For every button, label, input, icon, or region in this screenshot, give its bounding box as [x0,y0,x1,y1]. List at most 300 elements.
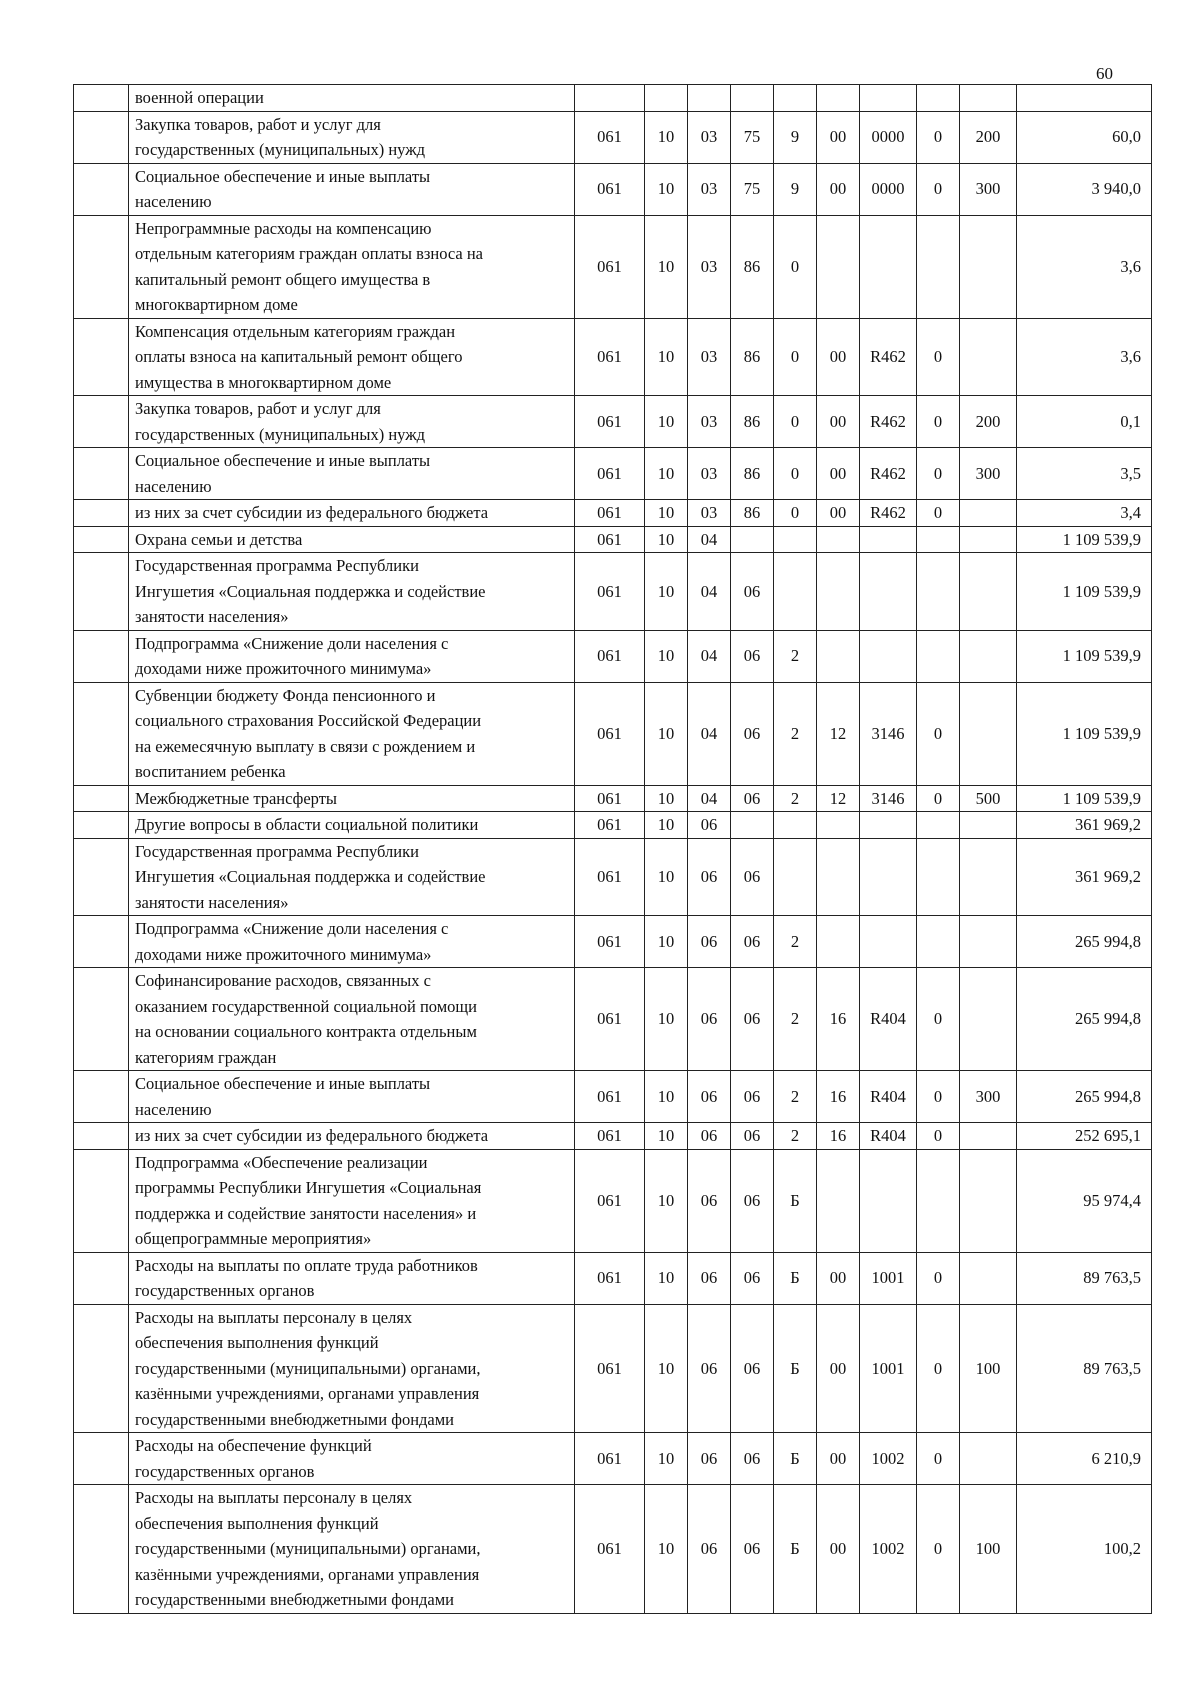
row-index-cell [74,526,129,553]
direction-code-cell [860,812,917,839]
subprogram-code-cell: Б [774,1485,817,1614]
subprogram-code-cell: Б [774,1433,817,1485]
program-code-cell: 06 [731,916,774,968]
table-row [74,215,1152,318]
ministry-code-cell: 061 [575,500,645,527]
table-row [74,785,1152,812]
amount-cell: 60,0 [1017,111,1152,163]
subprogram-code-cell: 2 [774,968,817,1071]
row-index-cell [74,500,129,527]
ministry-code-cell: 061 [575,318,645,396]
subsection-code-cell: 04 [688,553,731,631]
row-index-cell [74,838,129,916]
expense-type-code-cell [960,1252,1017,1304]
ministry-code-cell: 061 [575,553,645,631]
item-name-cell: Социальное обеспечение и иные выплаты населению [129,163,575,215]
item-name-cell: Расходы на выплаты персоналу в целях обеспечения выполнения функций государственными (муниципальными) органами, казёнными учреждениями, органами управления государственными внебюджетными фондами [129,1485,575,1614]
item-name-cell: Охрана семьи и детства [129,526,575,553]
main-event-code-cell [817,838,860,916]
direction-code-cell [860,215,917,318]
ministry-code-cell [575,85,645,112]
amount-cell: 265 994,8 [1017,916,1152,968]
amount-cell: 0,1 [1017,396,1152,448]
amount-cell: 1 109 539,9 [1017,630,1152,682]
amount-cell: 1 109 539,9 [1017,785,1152,812]
direction-code-cell: 3146 [860,785,917,812]
row-index-cell [74,1252,129,1304]
subprogram-code-cell: Б [774,1149,817,1252]
ministry-code-cell: 061 [575,785,645,812]
direction-code-cell [860,838,917,916]
ministry-code-cell: 061 [575,526,645,553]
section-code-cell: 10 [645,1304,688,1433]
ministry-code-cell: 061 [575,682,645,785]
program-code-cell: 86 [731,396,774,448]
section-code-cell: 10 [645,812,688,839]
subprogram-code-cell [774,812,817,839]
expense-type-code-cell [960,838,1017,916]
main-event-code-cell [817,1149,860,1252]
subprogram-code-cell: 0 [774,500,817,527]
item-name-cell: Софинансирование расходов, связанных с оказанием государственной социальной помощи на основании социального контракта отдельным категориям граждан [129,968,575,1071]
subsection-code-cell: 06 [688,1304,731,1433]
row-index-cell [74,448,129,500]
subprogram-code-cell: 2 [774,1123,817,1150]
main-event-code-cell: 00 [817,1433,860,1485]
main-event-code-cell: 00 [817,500,860,527]
sub-direction-code-cell [917,630,960,682]
table-row [74,1304,1152,1433]
expense-type-code-cell [960,1149,1017,1252]
item-name-cell: Другие вопросы в области социальной политики [129,812,575,839]
program-code-cell: 06 [731,682,774,785]
ministry-code-cell: 061 [575,1149,645,1252]
direction-code-cell [860,526,917,553]
expense-type-code-cell [960,85,1017,112]
section-code-cell: 10 [645,1071,688,1123]
subprogram-code-cell: 2 [774,785,817,812]
row-index-cell [74,968,129,1071]
amount-cell [1017,85,1152,112]
section-code-cell: 10 [645,1433,688,1485]
row-index-cell [74,1123,129,1150]
subsection-code-cell: 03 [688,111,731,163]
program-code-cell: 06 [731,1485,774,1614]
program-code-cell: 75 [731,111,774,163]
direction-code-cell [860,630,917,682]
item-name-cell: Подпрограмма «Снижение доли населения с доходами ниже прожиточного минимума» [129,916,575,968]
table-row [74,838,1152,916]
table-row [74,318,1152,396]
row-index-cell [74,1071,129,1123]
main-event-code-cell [817,812,860,839]
expense-type-code-cell: 300 [960,163,1017,215]
subsection-code-cell: 03 [688,448,731,500]
amount-cell: 265 994,8 [1017,968,1152,1071]
expense-type-code-cell: 100 [960,1485,1017,1614]
amount-cell: 89 763,5 [1017,1304,1152,1433]
main-event-code-cell: 00 [817,163,860,215]
section-code-cell: 10 [645,1149,688,1252]
expense-type-code-cell: 200 [960,111,1017,163]
table-row [74,1149,1152,1252]
subprogram-code-cell: 0 [774,318,817,396]
expense-type-code-cell [960,630,1017,682]
amount-cell: 3,5 [1017,448,1152,500]
amount-cell: 6 210,9 [1017,1433,1152,1485]
ministry-code-cell: 061 [575,968,645,1071]
subsection-code-cell: 04 [688,526,731,553]
sub-direction-code-cell: 0 [917,785,960,812]
subsection-code-cell: 06 [688,812,731,839]
expense-type-code-cell [960,812,1017,839]
item-name-cell: Подпрограмма «Обеспечение реализации программы Республики Ингушетия «Социальная поддержка и содействие занятости населения» и общепрограммные мероприятия» [129,1149,575,1252]
sub-direction-code-cell [917,85,960,112]
expense-type-code-cell [960,526,1017,553]
program-code-cell: 06 [731,553,774,631]
table-row [74,1071,1152,1123]
section-code-cell: 10 [645,396,688,448]
ministry-code-cell: 061 [575,111,645,163]
table-row [74,916,1152,968]
subprogram-code-cell: 2 [774,630,817,682]
subsection-code-cell: 06 [688,1433,731,1485]
subsection-code-cell: 06 [688,916,731,968]
direction-code-cell: R462 [860,448,917,500]
direction-code-cell: R462 [860,396,917,448]
row-index-cell [74,163,129,215]
section-code-cell: 10 [645,630,688,682]
direction-code-cell [860,85,917,112]
budget-table [73,84,1152,1614]
row-index-cell [74,318,129,396]
table-row [74,526,1152,553]
program-code-cell: 06 [731,1149,774,1252]
program-code-cell: 06 [731,968,774,1071]
subprogram-code-cell [774,526,817,553]
subprogram-code-cell: Б [774,1252,817,1304]
item-name-cell: Компенсация отдельным категориям граждан оплаты взноса на капитальный ремонт общего имущества в многоквартирном доме [129,318,575,396]
main-event-code-cell: 12 [817,682,860,785]
ministry-code-cell: 061 [575,1485,645,1614]
subprogram-code-cell: 0 [774,396,817,448]
row-index-cell [74,812,129,839]
direction-code-cell: R462 [860,318,917,396]
main-event-code-cell: 16 [817,1071,860,1123]
main-event-code-cell [817,215,860,318]
ministry-code-cell: 061 [575,448,645,500]
program-code-cell [731,526,774,553]
expense-type-code-cell: 500 [960,785,1017,812]
main-event-code-cell: 00 [817,1485,860,1614]
sub-direction-code-cell: 0 [917,1485,960,1614]
expense-type-code-cell [960,318,1017,396]
item-name-cell: Социальное обеспечение и иные выплаты населению [129,448,575,500]
sub-direction-code-cell: 0 [917,1304,960,1433]
table-row [74,812,1152,839]
section-code-cell: 10 [645,163,688,215]
subsection-code-cell: 06 [688,1149,731,1252]
expense-type-code-cell [960,500,1017,527]
subsection-code-cell: 06 [688,838,731,916]
table-row [74,163,1152,215]
expense-type-code-cell [960,968,1017,1071]
subsection-code-cell: 04 [688,630,731,682]
item-name-cell: Расходы на выплаты персоналу в целях обеспечения выполнения функций государственными (муниципальными) органами, казёнными учреждениями, органами управления государственными внебюджетными фондами [129,1304,575,1433]
expense-type-code-cell [960,916,1017,968]
ministry-code-cell: 061 [575,812,645,839]
amount-cell: 95 974,4 [1017,1149,1152,1252]
item-name-cell: Расходы на выплаты по оплате труда работников государственных органов [129,1252,575,1304]
subprogram-code-cell: Б [774,1304,817,1433]
sub-direction-code-cell [917,553,960,631]
expense-type-code-cell: 100 [960,1304,1017,1433]
expense-type-code-cell [960,1433,1017,1485]
direction-code-cell [860,1149,917,1252]
item-name-cell: Непрограммные расходы на компенсацию отдельным категориям граждан оплаты взноса на капитальный ремонт общего имущества в многоквартирном доме [129,215,575,318]
direction-code-cell: R404 [860,1123,917,1150]
section-code-cell: 10 [645,111,688,163]
section-code-cell: 10 [645,838,688,916]
table-row [74,1252,1152,1304]
expense-type-code-cell [960,215,1017,318]
ministry-code-cell: 061 [575,396,645,448]
subsection-code-cell: 04 [688,785,731,812]
direction-code-cell: R462 [860,500,917,527]
item-name-cell: военной операции [129,85,575,112]
subsection-code-cell: 06 [688,1252,731,1304]
amount-cell: 1 109 539,9 [1017,682,1152,785]
program-code-cell: 06 [731,838,774,916]
subprogram-code-cell: 2 [774,916,817,968]
section-code-cell: 10 [645,916,688,968]
program-code-cell [731,85,774,112]
sub-direction-code-cell: 0 [917,500,960,527]
table-row [74,85,1152,112]
subsection-code-cell: 03 [688,396,731,448]
ministry-code-cell: 061 [575,1123,645,1150]
program-code-cell: 86 [731,318,774,396]
amount-cell: 3 940,0 [1017,163,1152,215]
item-name-cell: Государственная программа Республики Ингушетия «Социальная поддержка и содействие занятости населения» [129,838,575,916]
subsection-code-cell: 03 [688,215,731,318]
expense-type-code-cell: 300 [960,448,1017,500]
program-code-cell: 86 [731,448,774,500]
table-row [74,396,1152,448]
amount-cell: 265 994,8 [1017,1071,1152,1123]
sub-direction-code-cell [917,916,960,968]
subsection-code-cell: 06 [688,1123,731,1150]
ministry-code-cell: 061 [575,215,645,318]
expense-type-code-cell [960,1123,1017,1150]
ministry-code-cell: 061 [575,163,645,215]
page-number: 60 [1096,64,1113,83]
amount-cell: 252 695,1 [1017,1123,1152,1150]
program-code-cell: 06 [731,1071,774,1123]
sub-direction-code-cell: 0 [917,396,960,448]
program-code-cell: 06 [731,1304,774,1433]
program-code-cell: 06 [731,1123,774,1150]
main-event-code-cell: 16 [817,968,860,1071]
section-code-cell: 10 [645,1252,688,1304]
main-event-code-cell [817,85,860,112]
row-index-cell [74,553,129,631]
program-code-cell [731,812,774,839]
direction-code-cell: 1002 [860,1433,917,1485]
ministry-code-cell: 061 [575,1304,645,1433]
program-code-cell: 06 [731,785,774,812]
row-index-cell [74,396,129,448]
row-index-cell [74,630,129,682]
sub-direction-code-cell: 0 [917,1071,960,1123]
ministry-code-cell: 061 [575,1433,645,1485]
section-code-cell: 10 [645,682,688,785]
table-row [74,1123,1152,1150]
main-event-code-cell: 00 [817,396,860,448]
table-row [74,1485,1152,1614]
section-code-cell: 10 [645,500,688,527]
subprogram-code-cell: 0 [774,448,817,500]
table-row [74,630,1152,682]
direction-code-cell: 0000 [860,163,917,215]
expense-type-code-cell: 300 [960,1071,1017,1123]
subsection-code-cell: 03 [688,163,731,215]
subprogram-code-cell: 2 [774,682,817,785]
ministry-code-cell: 061 [575,1252,645,1304]
sub-direction-code-cell [917,215,960,318]
main-event-code-cell [817,916,860,968]
program-code-cell: 06 [731,1252,774,1304]
table-row [74,111,1152,163]
subprogram-code-cell [774,553,817,631]
amount-cell: 1 109 539,9 [1017,553,1152,631]
main-event-code-cell: 16 [817,1123,860,1150]
section-code-cell: 10 [645,785,688,812]
row-index-cell [74,682,129,785]
table-row [74,1433,1152,1485]
section-code-cell: 10 [645,215,688,318]
amount-cell: 361 969,2 [1017,838,1152,916]
section-code-cell: 10 [645,968,688,1071]
sub-direction-code-cell: 0 [917,111,960,163]
main-event-code-cell: 00 [817,318,860,396]
direction-code-cell: 3146 [860,682,917,785]
sub-direction-code-cell: 0 [917,682,960,785]
program-code-cell: 86 [731,500,774,527]
section-code-cell: 10 [645,553,688,631]
amount-cell: 3,6 [1017,318,1152,396]
table-row [74,500,1152,527]
sub-direction-code-cell: 0 [917,1123,960,1150]
row-index-cell [74,111,129,163]
subsection-code-cell: 04 [688,682,731,785]
sub-direction-code-cell [917,526,960,553]
subprogram-code-cell: 9 [774,163,817,215]
subsection-code-cell: 06 [688,1071,731,1123]
row-index-cell [74,1485,129,1614]
expense-type-code-cell [960,682,1017,785]
sub-direction-code-cell: 0 [917,1252,960,1304]
section-code-cell: 10 [645,526,688,553]
main-event-code-cell: 00 [817,448,860,500]
sub-direction-code-cell: 0 [917,1433,960,1485]
sub-direction-code-cell [917,1149,960,1252]
subsection-code-cell: 06 [688,968,731,1071]
direction-code-cell: 1002 [860,1485,917,1614]
direction-code-cell [860,916,917,968]
ministry-code-cell: 061 [575,838,645,916]
subprogram-code-cell: 2 [774,1071,817,1123]
main-event-code-cell: 00 [817,1252,860,1304]
item-name-cell: Закупка товаров, работ и услуг для государственных (муниципальных) нужд [129,111,575,163]
program-code-cell: 75 [731,163,774,215]
ministry-code-cell: 061 [575,916,645,968]
item-name-cell: Субвенции бюджету Фонда пенсионного и социального страхования Российской Федерации на ежемесячную выплату в связи с рождением и воспитанием ребенка [129,682,575,785]
row-index-cell [74,916,129,968]
item-name-cell: Межбюджетные трансферты [129,785,575,812]
direction-code-cell [860,553,917,631]
main-event-code-cell [817,526,860,553]
main-event-code-cell: 00 [817,1304,860,1433]
row-index-cell [74,1304,129,1433]
table-row [74,968,1152,1071]
section-code-cell: 10 [645,1485,688,1614]
main-event-code-cell: 00 [817,111,860,163]
subsection-code-cell: 06 [688,1485,731,1614]
program-code-cell: 06 [731,1433,774,1485]
section-code-cell [645,85,688,112]
row-index-cell [74,785,129,812]
main-event-code-cell: 12 [817,785,860,812]
ministry-code-cell: 061 [575,1071,645,1123]
direction-code-cell: 0000 [860,111,917,163]
item-name-cell: Социальное обеспечение и иные выплаты населению [129,1071,575,1123]
sub-direction-code-cell: 0 [917,163,960,215]
item-name-cell: Подпрограмма «Снижение доли населения с доходами ниже прожиточного минимума» [129,630,575,682]
expense-type-code-cell [960,553,1017,631]
table-row [74,682,1152,785]
subprogram-code-cell [774,838,817,916]
direction-code-cell: R404 [860,1071,917,1123]
subprogram-code-cell [774,85,817,112]
program-code-cell: 06 [731,630,774,682]
row-index-cell [74,215,129,318]
sub-direction-code-cell [917,812,960,839]
item-name-cell: из них за счет субсидии из федерального бюджета [129,500,575,527]
subprogram-code-cell: 9 [774,111,817,163]
subprogram-code-cell: 0 [774,215,817,318]
item-name-cell: Расходы на обеспечение функций государственных органов [129,1433,575,1485]
subsection-code-cell: 03 [688,500,731,527]
item-name-cell: Закупка товаров, работ и услуг для государственных (муниципальных) нужд [129,396,575,448]
section-code-cell: 10 [645,448,688,500]
sub-direction-code-cell: 0 [917,968,960,1071]
item-name-cell: из них за счет субсидии из федерального бюджета [129,1123,575,1150]
sub-direction-code-cell [917,838,960,916]
amount-cell: 89 763,5 [1017,1252,1152,1304]
direction-code-cell: 1001 [860,1304,917,1433]
table-row [74,448,1152,500]
row-index-cell [74,1149,129,1252]
section-code-cell: 10 [645,1123,688,1150]
direction-code-cell: R404 [860,968,917,1071]
subsection-code-cell: 03 [688,318,731,396]
amount-cell: 3,4 [1017,500,1152,527]
program-code-cell: 86 [731,215,774,318]
main-event-code-cell [817,630,860,682]
amount-cell: 100,2 [1017,1485,1152,1614]
sub-direction-code-cell: 0 [917,448,960,500]
